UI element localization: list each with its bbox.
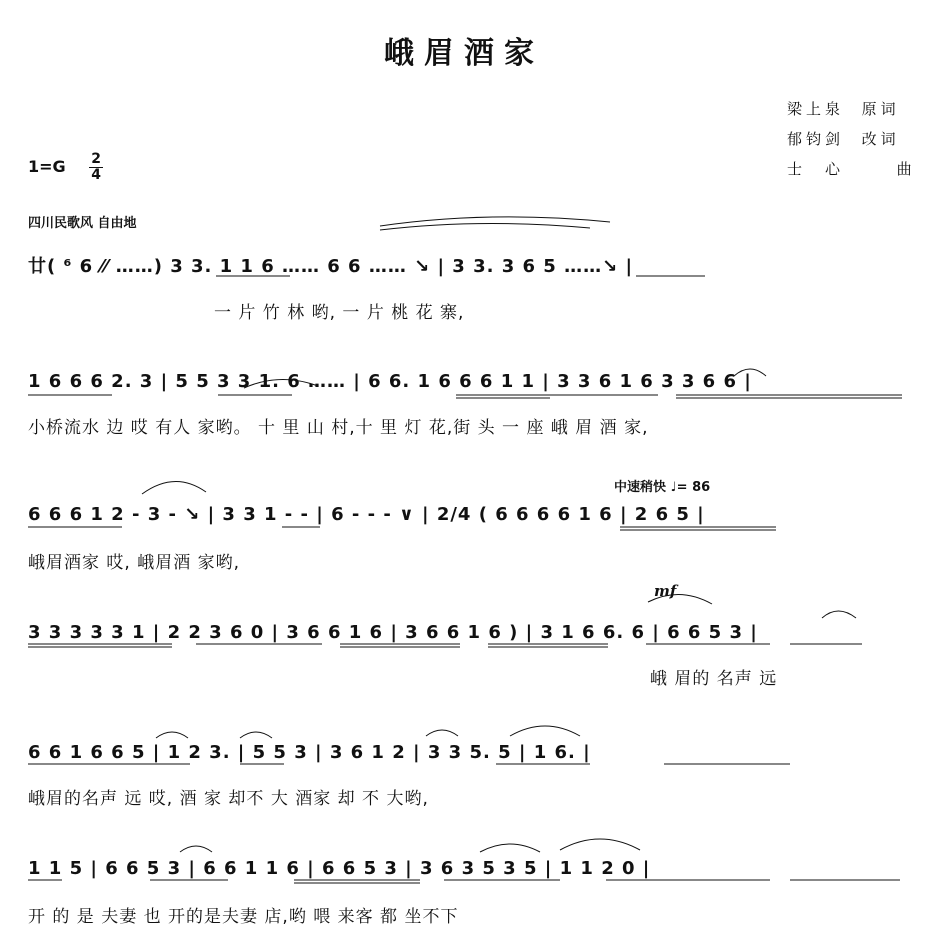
system-4-notes: 3 3 3 3 3 1 | 2 2 3 6 0 | 3 6 6 1 6 | 3 6 6 1 6 ) | 3 1 6 6. 6 | 6 6 5 3 | (28, 622, 758, 643)
system-3-lyrics: 峨眉酒家 哎, 峨眉酒 家哟, (28, 553, 241, 573)
time-top: 2 (91, 151, 101, 167)
system-2-lyrics: 小桥流水 边 哎 有人 家哟。 十 里 山 村,十 里 灯 花,街 头 一 座 峨 眉 酒 家, (28, 418, 649, 438)
credit-name: 梁上泉 (787, 100, 845, 118)
tempo-text: 中速稍快 (614, 480, 667, 495)
credit-role: 原词 (861, 100, 900, 118)
system-5-lyrics: 峨眉的名声 远 哎, 酒 家 却不 大 酒家 却 不 大哟, (28, 789, 429, 809)
system-6-lyrics: 开 的 是 夫妻 也 开的是夫妻 店,哟 喂 来客 都 坐不下 (28, 907, 459, 927)
credit-role: 曲 (896, 160, 916, 178)
system-3-notes: 6 6 6 1 2 - 3 - ↘ | 3 3 1 - - | 6 - - - ∨ | 2/4 ( 6 6 6 6 1 6 | 2 6 5 | (28, 504, 705, 525)
system-1-lyrics: 一 片 竹 林 哟, 一 片 桃 花 寨, (214, 303, 465, 323)
system-2-notes: 1 6 6 6 2. 3 | 5 5 3 3 1. 6 …… | 6 6. 1 6 6 6 1 1 | 3 3 6 1 6 3 3 6 6 | (28, 371, 752, 392)
system-4-lyrics: 峨 眉的 名声 远 (650, 669, 778, 689)
tempo-value: ♩= 86 (670, 480, 711, 495)
page-title: 峨眉酒家 (384, 36, 544, 71)
credit-name: 士 心 (787, 160, 845, 178)
credit-name: 郁钧剑 (787, 130, 845, 148)
key-label: 1=G (28, 157, 66, 176)
system-1-notes: 廿( ⁶ 6 ⁄⁄ ……) 3 3. 1 1 6 …… 6 6 …… ↘ | 3 3. 3 6 5 ……↘ | (28, 256, 634, 277)
time-bottom: 4 (91, 167, 101, 183)
system-6-notes: 1 1 5 | 6 6 5 3 | 6 6 1 1 6 | 6 6 5 3 | 3 6 3 5 3 5 | 1 1 2 0 | (28, 858, 651, 879)
system-5-notes: 6 6 1 6 6 5 | 1 2 3. | 5 5 3 | 3 6 1 2 | 3 3 5. 5 | 1 6. | (28, 742, 591, 763)
style-note: 四川民歌风 自由地 (28, 216, 137, 231)
dynamic-mark: mf (654, 582, 677, 600)
credit-role: 改词 (861, 130, 900, 148)
